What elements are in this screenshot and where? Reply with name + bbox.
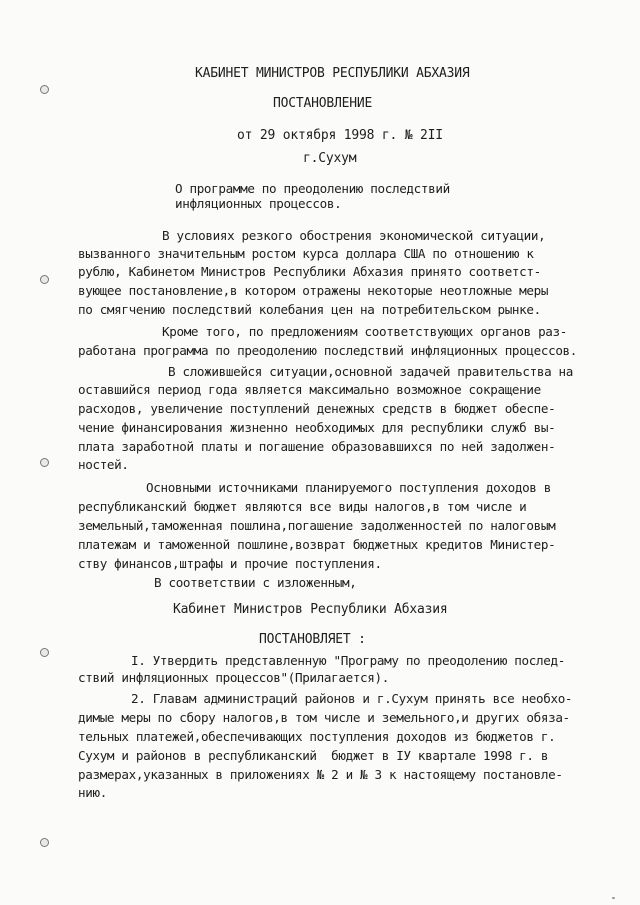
body-line: Кроме того, по предложениям соответствующих органов раз- xyxy=(162,324,567,339)
item-line: 2. Главам администраций районов и г.Сухум принять все необхо- xyxy=(131,691,573,706)
item-line: Сухум и районов в республиканский бюджет в IУ квартале 1998 г. в xyxy=(78,748,549,763)
cabinet-line: Кабинет Министров Республики Абхазия xyxy=(173,602,448,617)
body-line: вующее постановление,в котором отражены некоторые неотложные меры xyxy=(78,283,549,298)
body-line: ностей. xyxy=(78,457,129,472)
item-line: тельных платежей,обеспечивающих поступления доходов из бюджетов г. xyxy=(78,729,556,744)
body-line: В сложившейся ситуации,основной задачей правительства на xyxy=(168,364,573,379)
subject-line: инфляционных процессов. xyxy=(175,196,342,211)
item-line: I. Утвердить представленную "Програму по преодолению послед- xyxy=(131,653,565,668)
body-line: по смягчению последствий колебания цен на потребительском рынке. xyxy=(78,302,541,317)
body-line: земельный,таможенная пошлина,погашение задолженностей по налоговым xyxy=(78,518,556,533)
body-line: чение финансирования жизненно необходимых для республики служб вы- xyxy=(78,420,556,435)
body-line: республиканский бюджет являются все виды налогов,в том числе и xyxy=(78,499,527,514)
body-line: работана программа по преодолению последствий инфляционных процессов. xyxy=(78,343,578,358)
body-line: рублю, Кабинетом Министров Республики Абхазия принято соответст- xyxy=(78,264,541,279)
resolves-heading: ПОСТАНОВЛЯЕТ : xyxy=(259,632,366,647)
body-line: вызванного значительным ростом курса доллара США по отношению к xyxy=(78,246,534,261)
place-line: г.Сухум xyxy=(303,151,357,166)
item-line: димые меры по сбору налогов,в том числе и земельного,и других обяза- xyxy=(78,710,570,725)
punch-hole xyxy=(40,275,49,284)
body-line: ству финансов,штрафы и прочие поступления. xyxy=(78,556,382,571)
body-line: Основными источниками планируемого поступления доходов в xyxy=(146,480,551,495)
doc-type-title: ПОСТАНОВЛЕНИЕ xyxy=(273,96,373,111)
punch-hole xyxy=(40,85,49,94)
punch-hole xyxy=(40,838,49,847)
body-line: платежам и таможенной пошлине,возврат бюджетных кредитов Министер- xyxy=(78,537,556,552)
body-line: В соответствии с изложенным, xyxy=(154,575,357,590)
punch-hole xyxy=(40,648,49,657)
body-line: расходов, увеличение поступлений денежных средств в бюджет обеспе- xyxy=(78,401,556,416)
body-line: В условиях резкого обострения экономической ситуации, xyxy=(162,228,546,243)
punch-hole xyxy=(40,458,49,467)
body-line: оставшийся период года является максимально возможное сокращение xyxy=(78,382,541,397)
scan-speck xyxy=(612,897,615,899)
org-title: КАБИНЕТ МИНИСТРОВ РЕСПУБЛИКИ АБХАЗИЯ xyxy=(195,66,470,81)
date-line: от 29 октября 1998 г. № 2II xyxy=(237,128,443,143)
item-line: ствий инфляционных процессов"(Прилагается). xyxy=(78,670,389,685)
item-line: нию. xyxy=(78,785,107,800)
body-line: плата заработной платы и погашение образовавшихся по ней задолжен- xyxy=(78,439,556,454)
item-line: размерах,указанных в приложениях № 2 и № 3 к настоящему постановле- xyxy=(78,767,563,782)
subject-line: О программе по преодолению последствий xyxy=(175,181,450,196)
